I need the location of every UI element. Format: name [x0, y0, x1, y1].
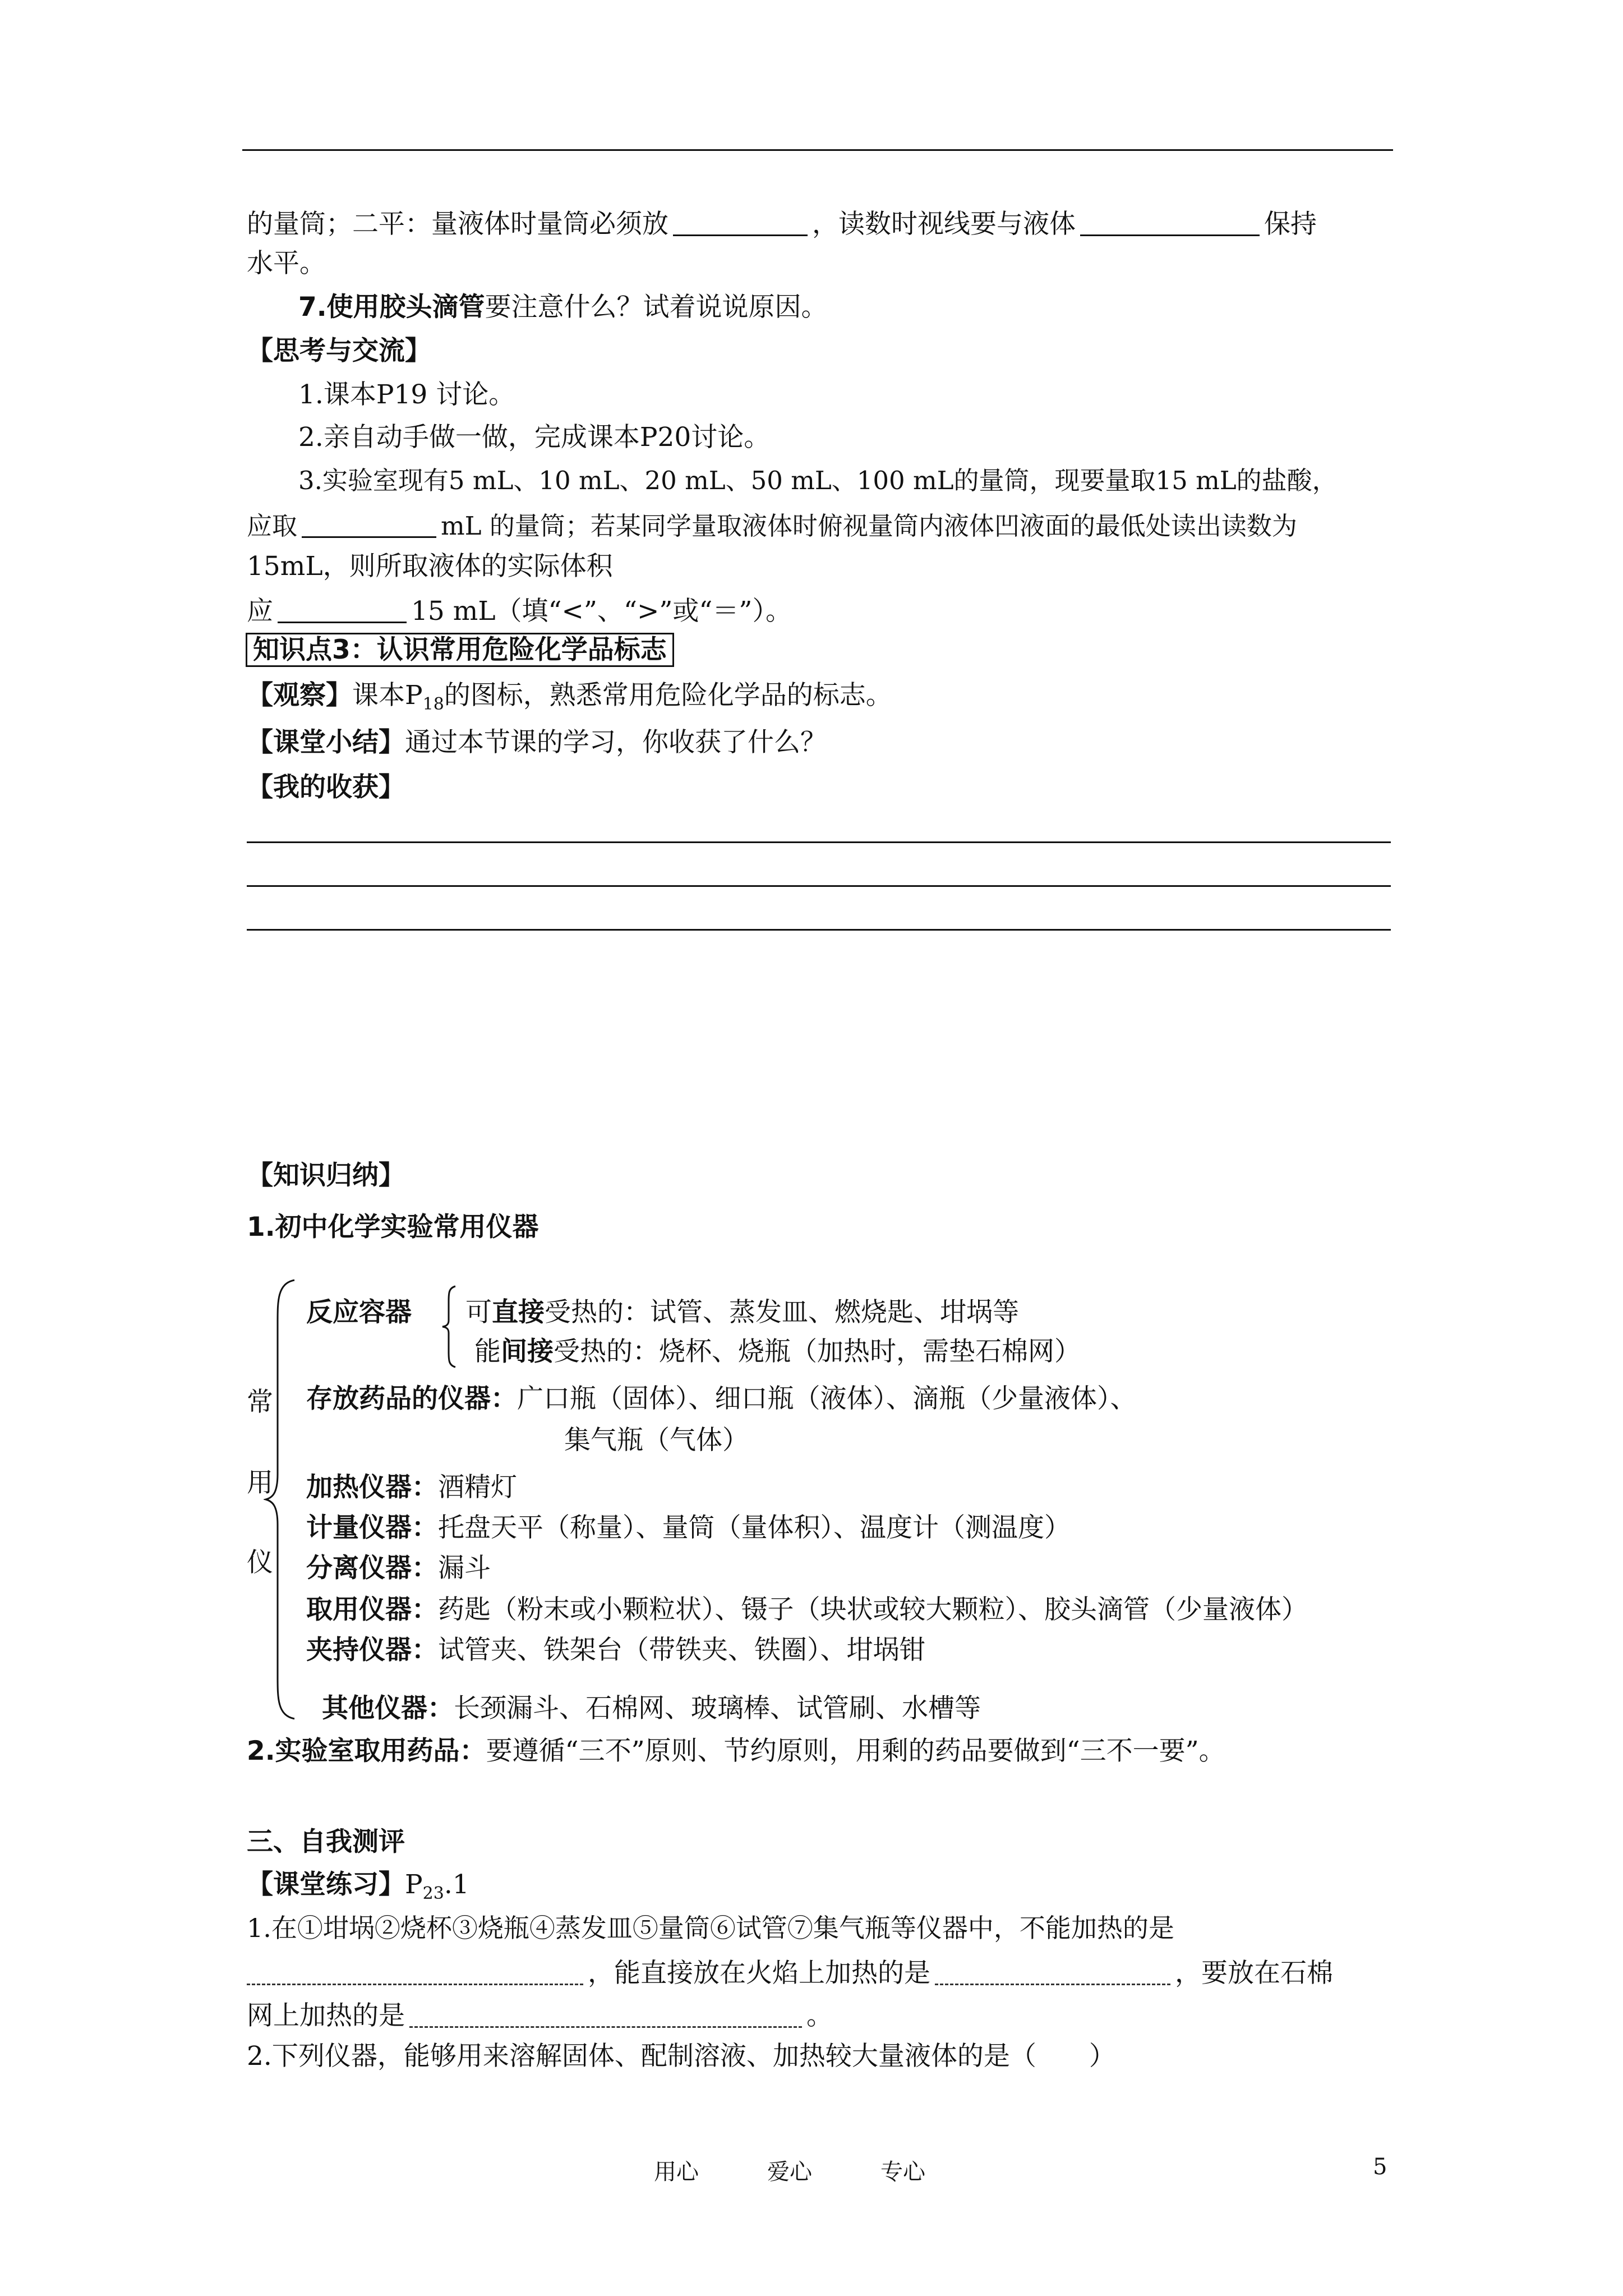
self-eval-heading: 三、自我测评	[247, 1826, 405, 1857]
knowledge-title-1: 1.初中化学实验常用仪器	[247, 1212, 539, 1243]
vertical-char: 仪	[247, 1547, 273, 1578]
reaction-indirect-line: 能间接受热的：烧杯、烧瓶（加热时，需垫石棉网）	[474, 1336, 1081, 1367]
reaction-direct-line: 可直接受热的：试管、蒸发皿、燃烧匙、坩埚等	[465, 1297, 1019, 1328]
practice-line: 【课堂练习】$P_{23}.1$	[247, 1869, 469, 1903]
harvest-heading: 【我的收获】	[247, 772, 405, 803]
question-2: 2.下列仪器，能够用来溶解固体、配制溶液、加热较大量液体的是（ ）	[247, 2041, 1115, 2072]
think-item-1: 1.课本P19 讨论。	[298, 379, 515, 410]
observe-line: 【观察】课本$P_{18}$的图标，熟悉常用危险化学品的标志。	[247, 680, 892, 714]
heating-line: 加热仪器：酒精灯	[306, 1472, 517, 1503]
think-item-3-line1: 3.实验室现有5 mL、10 mL、20 mL、50 mL、100 mL的量筒，现要量取15 mL的盐酸，	[298, 466, 1338, 495]
storage-line-2: 集气瓶（气体）	[564, 1425, 749, 1456]
fill-blank[interactable]	[247, 1958, 583, 1985]
header-rule	[242, 149, 1393, 151]
answer-line[interactable]	[247, 929, 1391, 931]
think-item-3-line2: 应取 mL 的量筒；若某同学量取液体时俯视量筒内液体凹液面的最低处读出读数为	[247, 511, 1297, 541]
footer-motto-1: 用心	[654, 2159, 699, 2185]
fill-blank[interactable]	[278, 596, 407, 623]
storage-line-1: 存放药品的仪器：广口瓶（固体）、细口瓶（液体）、滴瓶（少量液体）、	[306, 1383, 1137, 1414]
vertical-char: 用	[247, 1467, 273, 1498]
summary-line: 【课堂小结】通过本节课的学习，你收获了什么？	[247, 727, 827, 758]
brace-icon	[264, 1278, 297, 1721]
answer-line[interactable]	[247, 885, 1391, 887]
footer-motto-3: 专心	[880, 2159, 925, 2185]
holding-line: 夹持仪器：试管夹、铁架台（带铁夹、铁圈）、坩埚钳	[306, 1635, 926, 1665]
knowledge-heading: 【知识归纳】	[247, 1160, 405, 1191]
section-heading-think: 【思考与交流】	[247, 335, 431, 366]
text-line: 的量筒；二平：量液体时量筒必须放 ，读数时视线要与液体 保持	[247, 209, 1317, 240]
taking-line: 取用仪器：药匙（粉末或小颗粒状）、镊子（块状或较大颗粒）、胶头滴管（少量液体）	[306, 1594, 1308, 1625]
vertical-char: 常	[247, 1387, 273, 1418]
text-line: 水平。	[247, 248, 326, 279]
question-7: 7.使用胶头滴管要注意什么？试着说说原因。	[298, 292, 828, 323]
think-item-2: 2.亲自动手做一做，完成课本P20讨论。	[298, 422, 771, 453]
footer-motto-2: 爱心	[767, 2159, 812, 2185]
think-item-3-line3: 15mL，则所取液体的实际体积	[247, 551, 613, 582]
measuring-line: 计量仪器：托盘天平（称量）、量筒（量体积）、温度计（测温度）	[306, 1512, 1071, 1543]
knowledge-point-3-box: 知识点3：认识常用危险化学品标志	[246, 633, 674, 667]
separating-line: 分离仪器：漏斗	[306, 1553, 491, 1584]
reaction-container-label: 反应容器	[306, 1297, 412, 1328]
think-item-3-line4: 应 15 mL（填“<”、“>”或“＝”）。	[247, 596, 792, 627]
small-brace-icon	[441, 1285, 458, 1369]
answer-line[interactable]	[247, 841, 1391, 843]
fill-blank[interactable]	[302, 510, 436, 538]
question-1-line3: 网上加热的是 。	[247, 2000, 833, 2031]
question-1-line1: 1.在①坩埚②烧杯③烧瓶④蒸发皿⑤量筒⑥试管⑦集气瓶等仪器中，不能加热的是	[247, 1913, 1174, 1943]
fill-blank[interactable]	[935, 1958, 1170, 1985]
other-line: 其他仪器：长颈漏斗、石棉网、玻璃棒、试管刷、水槽等	[322, 1693, 981, 1724]
fill-blank[interactable]	[1080, 209, 1260, 236]
fill-blank[interactable]	[409, 2000, 802, 2028]
fill-blank[interactable]	[673, 209, 808, 236]
question-1-line2: ，能直接放在火焰上加热的是 ，要放在石棉	[247, 1958, 1333, 1986]
knowledge-title-2: 2.实验室取用药品：要遵循“三不”原则、节约原则，用剩的药品要做到“三不一要”。	[247, 1736, 1225, 1766]
page-number: 5	[1373, 2154, 1387, 2180]
